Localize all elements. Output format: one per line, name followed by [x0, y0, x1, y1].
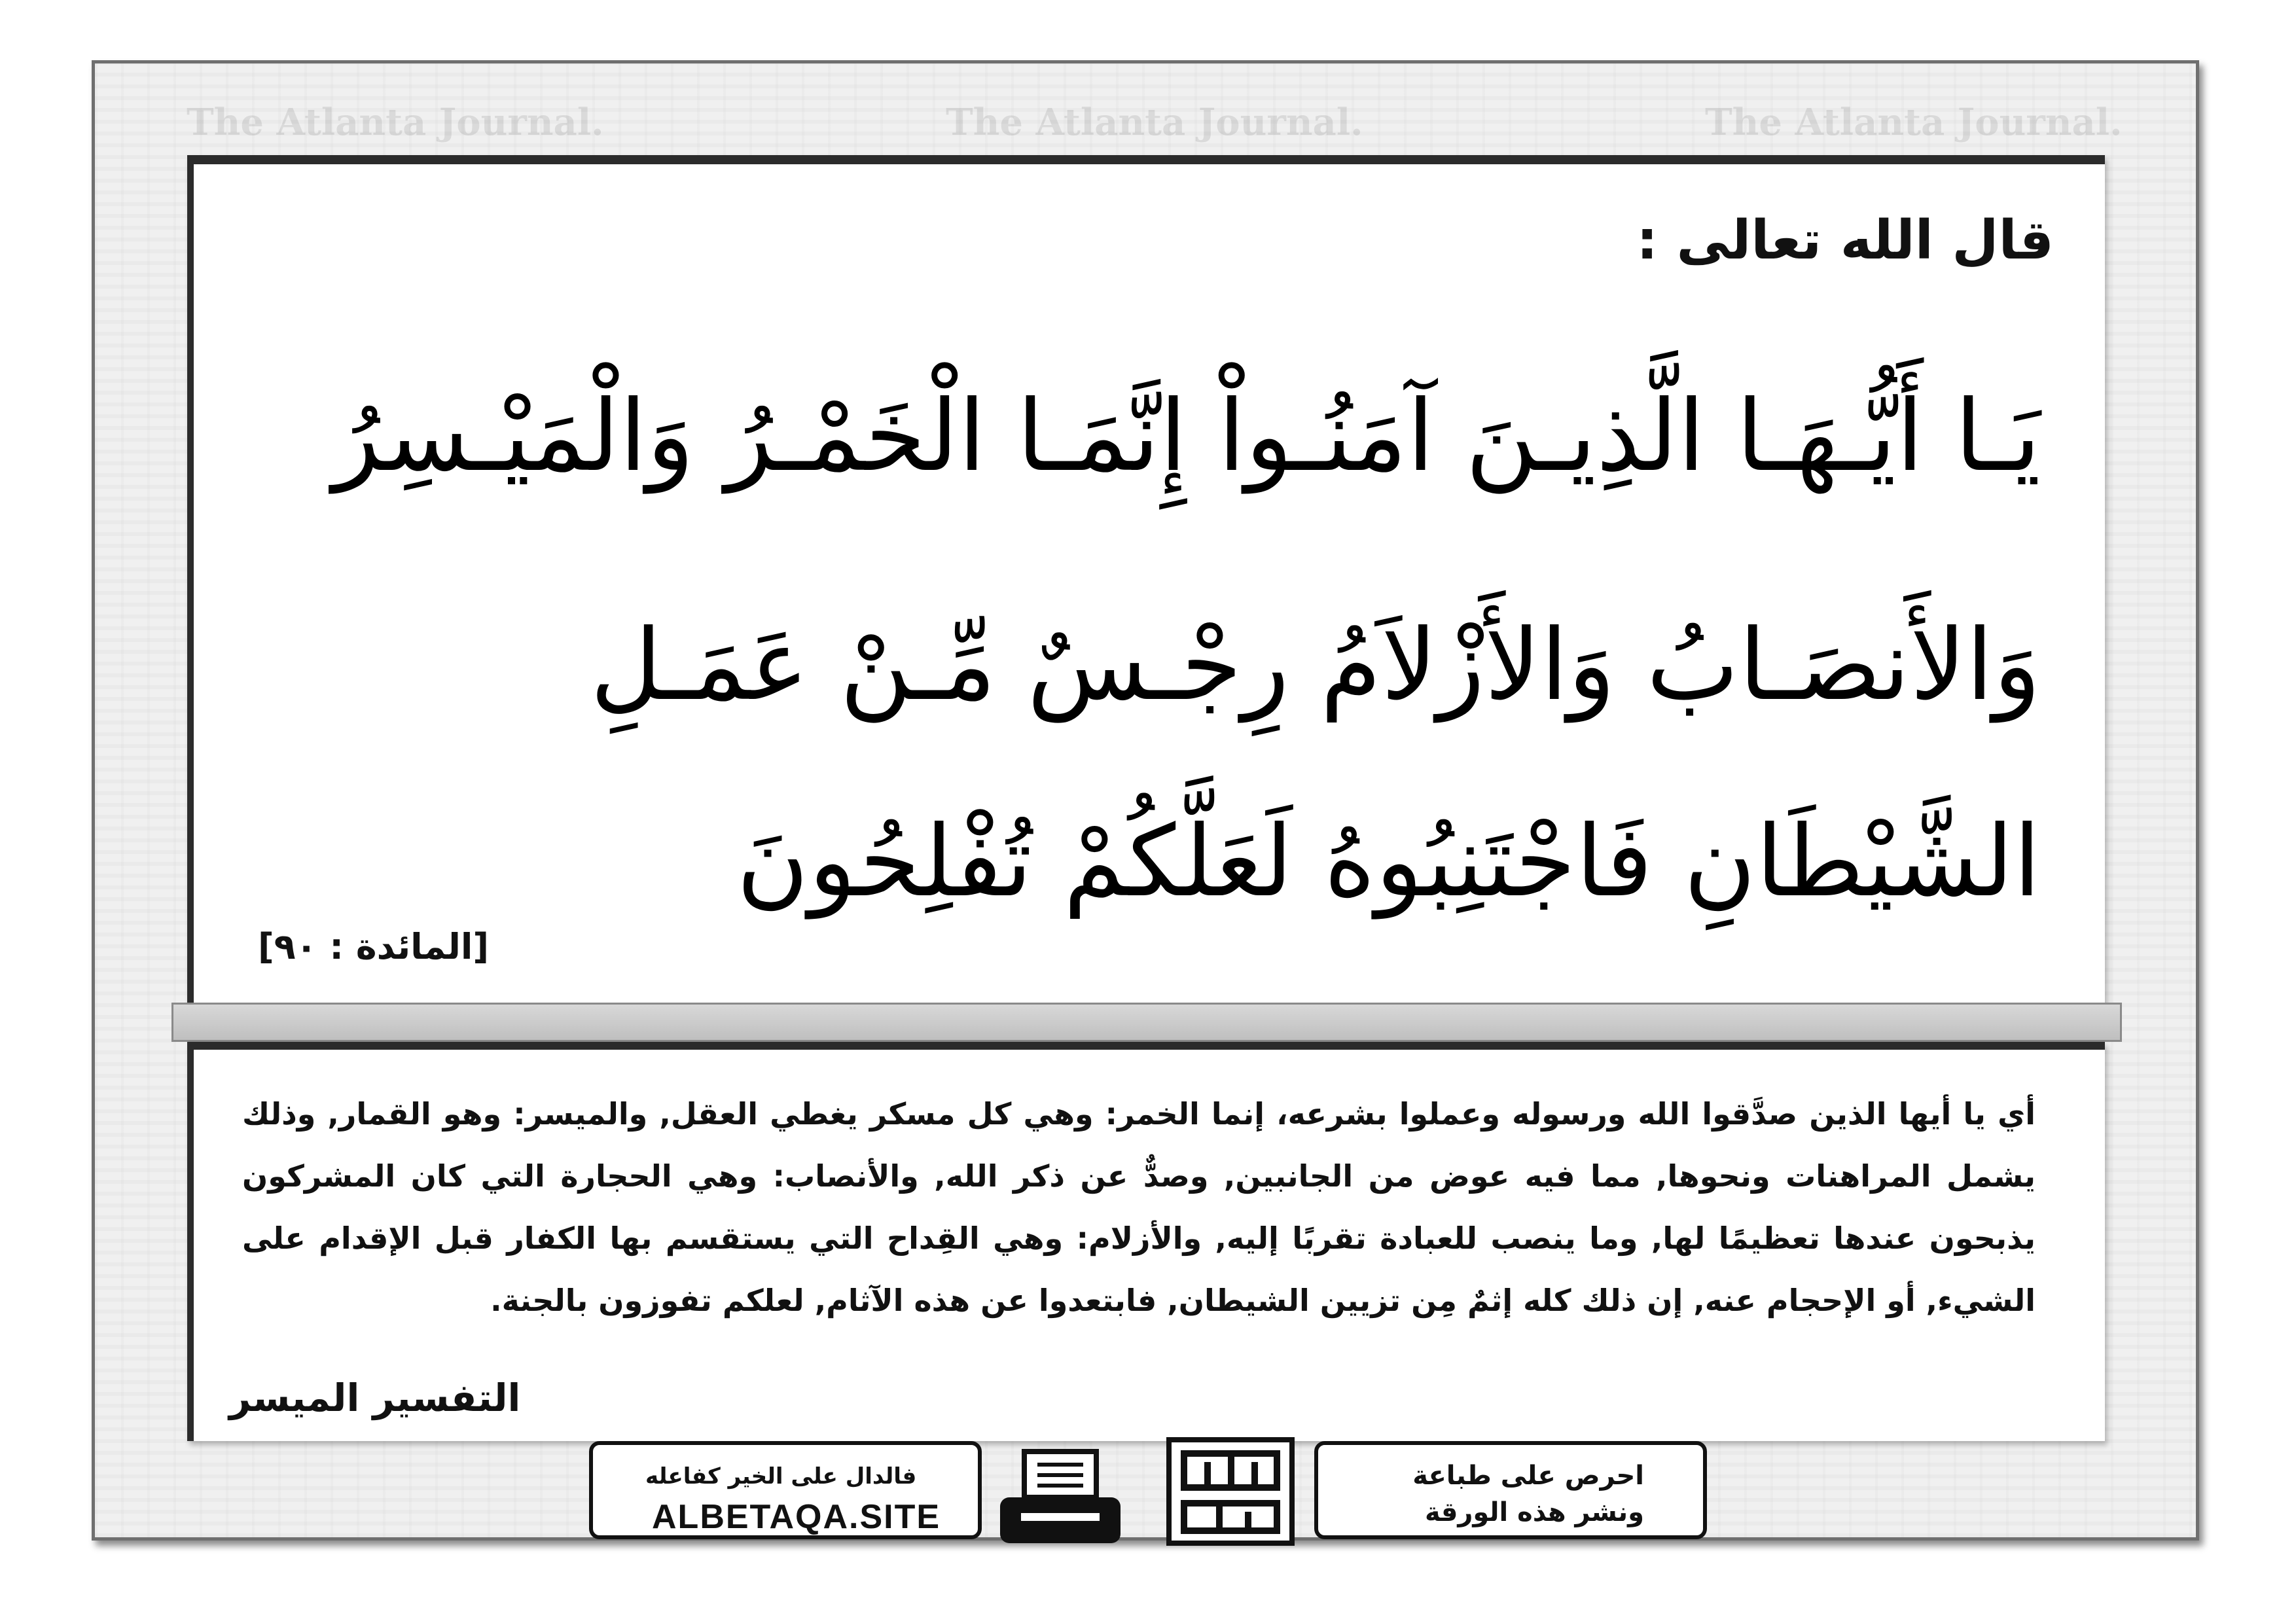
dawa-logo — [1165, 1436, 1296, 1547]
footer-banner — [589, 1436, 1707, 1547]
footer-tagline: فالدال على الخير كفاعله — [645, 1463, 917, 1489]
divider-strip — [171, 1003, 2122, 1042]
footer-site-link[interactable]: ALBETAQA.SITE — [652, 1498, 941, 1536]
footer-call-box — [1314, 1441, 1707, 1539]
verse-reference: [المائدة : ٩٠] — [258, 926, 490, 967]
newspaper-masthead: The Atlanta Journal. — [946, 101, 1363, 144]
printer-icon — [995, 1449, 1126, 1547]
newspaper-masthead: The Atlanta Journal. — [187, 101, 604, 144]
tafsir-source: التفسير الميسر — [229, 1376, 521, 1420]
heading: قال الله تعالى : — [1636, 209, 2054, 272]
footer-call-line-2: ونشر هذه الورقة — [1424, 1497, 1644, 1527]
verse-line-3: الشَّيْطَانِ فَاجْتَنِبُوهُ لَعَلَّكُمْ تُفْلِحُونَ — [736, 805, 2041, 919]
verse-line-2: وَالأَنصَـابُ وَالأَزْلاَمُ رِجْـسٌ مِّـنْ عَمَـلِ — [590, 609, 2041, 722]
verse-line-1: يَـا أَيُّـهَـا الَّذِيـنَ آمَنُـواْ إِنَّمَـا الْخَمْـرُ وَالْمَيْـسِرُ — [332, 380, 2041, 493]
footer-call-line-1: احرص على طباعة — [1412, 1461, 1644, 1491]
tafsir-text: أي يا أيها الذين صدَّقوا الله ورسوله وعملوا بشرعه، إنما الخمر: وهي كل مسكر يغطي العقل, والميسر: وهو القمار, وذلك يشمل المراهنات ونحوها, مما فيه عوض من الجانبين, وصدٌّ عن ذكر الله, والأنصاب: وهي الحجارة التي كان المشركون يذبحون عندها تعظيمًا لها, وما ينصب للعبادة تقربًا إليه, والأزلام: وهي القِداح التي يستقسم بها الكفار قبل الإقدام على الشيء, أو الإحجام عنه, إن ذلك كله إثمٌ مِن تزيين الشيطان, فابتعدوا عن هذه الآثام, لعلكم تفوزون بالجنة. — [242, 1096, 2036, 1318]
footer-site-box — [589, 1441, 982, 1539]
newspaper-masthead: The Atlanta Journal. — [1705, 101, 2123, 144]
